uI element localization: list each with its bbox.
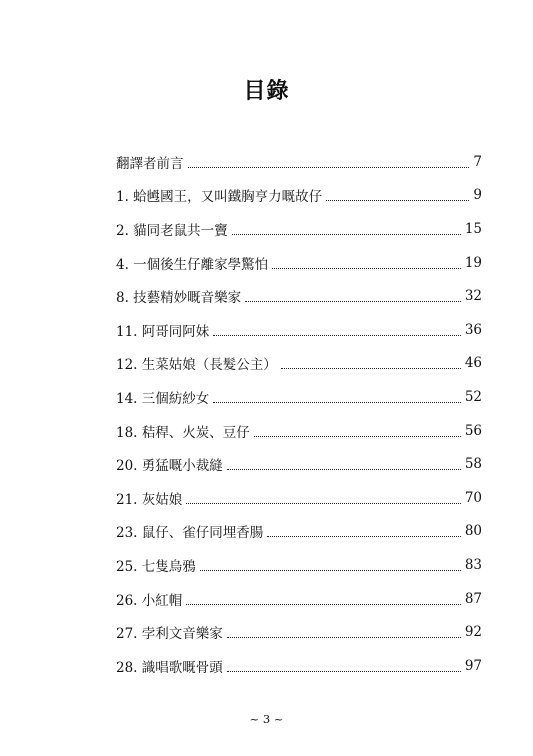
toc-entry-page: 70 — [464, 489, 482, 506]
dot-leader — [245, 300, 461, 302]
toc-entry-page: 87 — [464, 590, 482, 607]
page-title: 目錄 — [243, 79, 290, 104]
dot-leader — [186, 603, 461, 605]
dot-leader — [232, 233, 461, 235]
dot-leader — [213, 401, 461, 403]
toc-entry[interactable] — [116, 649, 482, 683]
toc-entry-page: 58 — [464, 456, 482, 473]
toc-entry[interactable] — [116, 145, 482, 179]
toc-entry-label: 翻譯者前言 — [116, 155, 184, 172]
toc-entry[interactable] — [116, 548, 482, 582]
toc-entry-page: 97 — [464, 657, 482, 674]
toc-entry[interactable] — [116, 582, 482, 616]
toc-entry-label: 20. 勇猛嘅小裁縫 — [116, 458, 223, 475]
dot-leader — [227, 468, 461, 470]
toc-entry[interactable] — [116, 279, 482, 313]
toc-entry-label: 8. 技藝精妙嘅音樂家 — [116, 290, 242, 307]
toc-entry-page: 83 — [464, 556, 482, 573]
toc-entry-label: 1. 蛤乸國王，又叫鐵胸亨力嘅故仔 — [116, 189, 323, 206]
toc-entry-label: 12. 生菜姑娘（長髮公主） — [116, 357, 277, 374]
dot-leader — [326, 199, 469, 201]
toc-entry-page: 7 — [473, 153, 482, 170]
dot-leader — [267, 535, 461, 537]
dot-leader — [227, 670, 461, 672]
toc-entry-page: 15 — [464, 220, 482, 237]
toc-entry-label: 11. 阿哥同阿妹 — [116, 323, 210, 340]
toc-entry-page: 56 — [464, 422, 482, 439]
toc-entry-page: 92 — [464, 624, 482, 641]
toc-entry[interactable] — [116, 246, 482, 280]
dot-leader — [186, 502, 461, 504]
toc-entry-label: 14. 三個紡紗女 — [116, 390, 210, 407]
toc-entry-page: 80 — [464, 523, 482, 540]
dot-leader — [227, 636, 461, 638]
toc-entry[interactable] — [116, 615, 482, 649]
dot-leader — [281, 367, 461, 369]
dot-leader — [213, 334, 461, 336]
toc-entry[interactable] — [116, 515, 482, 549]
page-number-footer: ~ 3 ~ — [249, 712, 284, 726]
toc-entry-page: 36 — [464, 321, 482, 338]
dot-leader — [272, 267, 461, 269]
toc-entry[interactable] — [116, 414, 482, 448]
toc-entry-label: 4. 一個後生仔離家學驚怕 — [116, 256, 269, 273]
toc-entry-page: 46 — [464, 355, 482, 372]
toc-entry[interactable] — [116, 380, 482, 414]
toc-entry[interactable] — [116, 347, 482, 381]
toc-entry[interactable] — [116, 313, 482, 347]
toc-entry-page: 32 — [464, 288, 482, 305]
toc-entry-page: 9 — [473, 187, 482, 204]
toc-entry-label: 26. 小紅帽 — [116, 592, 183, 609]
toc-entry-label: 28. 識唱歌嘅骨頭 — [116, 659, 223, 676]
toc-entry-page: 19 — [464, 254, 482, 271]
dot-leader — [200, 569, 461, 571]
table-of-contents — [116, 145, 482, 683]
toc-entry-label: 18. 秸稈、火炭、豆仔 — [116, 424, 250, 441]
toc-entry[interactable] — [116, 481, 482, 515]
toc-entry[interactable] — [116, 212, 482, 246]
toc-entry-label: 2. 貓同老鼠共一竇 — [116, 222, 228, 239]
toc-entry-label: 25. 七隻烏鴉 — [116, 558, 196, 575]
dot-leader — [188, 166, 470, 168]
dot-leader — [254, 435, 461, 437]
toc-entry[interactable] — [116, 447, 482, 481]
toc-entry-label: 21. 灰姑娘 — [116, 491, 183, 508]
toc-entry-page: 52 — [464, 388, 482, 405]
toc-entry[interactable] — [116, 179, 482, 213]
toc-entry-label: 27. 孛利文音樂家 — [116, 626, 223, 643]
toc-entry-label: 23. 鼠仔、雀仔同埋香腸 — [116, 525, 264, 542]
